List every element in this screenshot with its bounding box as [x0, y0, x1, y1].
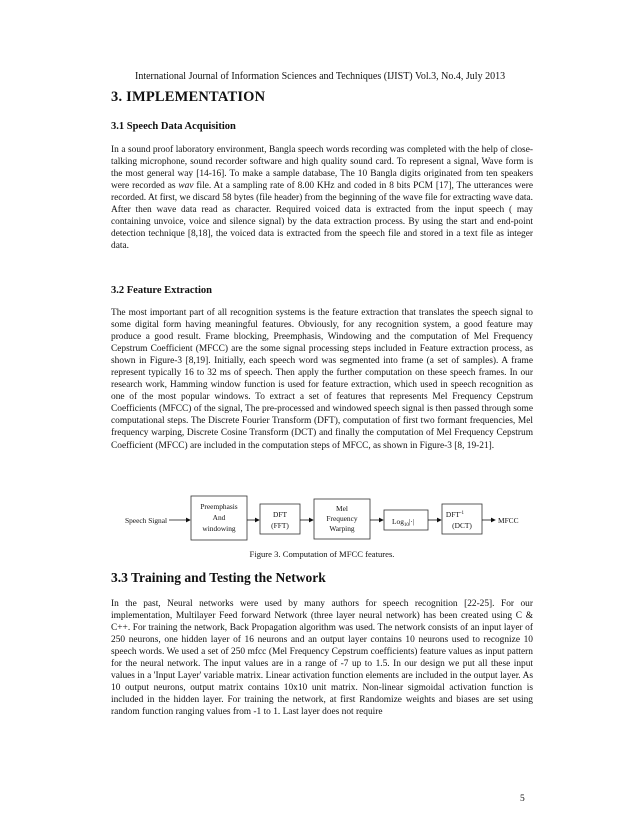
running-header: International Journal of Information Sciences and Techniques (IJIST) Vol.3, No.4, July 2013	[135, 71, 506, 82]
idct-dft: DFT	[445, 510, 460, 519]
mel-label-1: Mel	[336, 504, 348, 513]
idct-sup: -1	[459, 511, 465, 516]
mel-label-3: Warping	[329, 524, 355, 533]
mfcc-output-label: MFCC	[498, 516, 519, 525]
log-subscript: 10	[403, 523, 409, 528]
log-text: Log	[392, 517, 404, 526]
speech-signal-label: Speech Signal	[125, 516, 168, 525]
figure-3-caption: Figure 3. Computation of MFCC features.	[249, 549, 395, 559]
idct-label-2: (DCT)	[452, 521, 472, 530]
mfcc-flow-diagram	[111, 487, 533, 551]
paragraph-feature-extraction: The most important part of all recognition systems is the feature extraction that translates the speech signal to some digital form having meaningful features. Obviously, for any recognition system, a good feature may produce a good result. Frame blocking, Preemphasis, Windowing and the computation of Mel Frequency Cepstrum Coefficient (MFCC) are the some signal processing steps included in Feature extraction process, as shown in Figure-3 [8,19]. Initially, each speech word was segmented into frame (a set of samples). A frame represent typically 16 to 32 ms of speech. Then apply the further computation on these speech frames. In our research work, Hamming window function is used for feature extraction, which used in speech recognition as one of the most popular windows. To extract a set of features that represents Mel Frequency Cepstrum Coefficients (MFCC) of the signal, The pre-processed and windowed speech signal is then passed through some computational steps. The Discrete Fourier Transform (DFT), computation of first two formant frequencies, Mel frequency warping, Discrete Cosine Transform (DCT) and finally the computation of Mel Frequency Cepstrum Coefficient (MFCC) are included in the computation steps of MFCC, as shown in Figure-3 [8, 19-21].	[111, 308, 533, 451]
log-abs: |·|	[408, 517, 415, 526]
mel-label-2: Frequency	[326, 514, 358, 523]
paragraph-speech-data	[111, 144, 533, 252]
preemphasis-label-3: windowing	[202, 524, 236, 533]
preemphasis-label-1: Preemphasis	[200, 502, 238, 511]
subsection-heading-feature-extraction: 3.2 Feature Extraction	[111, 285, 212, 296]
paragraph-speech-data-part2: file. At a sampling rate of 8.00 KHz and coded in 8 bits PCM [17], The utterances were recorded. At first, we discard 58 bytes (file header) from the beginning of the wave file for extracting wave data. After then wave data read as character. Required voiced data is extracted from the input speech ( may containing unvoice, voice and silence signal) by the data extraction process. By using the start and end-point detection technique [8,18], the voiced data is extracted from the speech file and stored in a text file as integer data.	[111, 181, 533, 252]
page-number: 5	[520, 794, 525, 804]
paragraph-training-testing: In the past, Neural networks were used by many authors for speech recognition [22-25]. For our implementation, Multilayer Feed forward Network (three layer neural network) has been created using C & C++. For training the network, Back Propagation algorithm was used. The network consists of an input layer of 250 neurons, one hidden layer of 16 neurons and an output layer contains 10 neurons used to recognize 10 speech words. We used a set of 250 mfcc (Mel Frequency Cepstrum coefficients) feature values as input pattern for the neural network. The input values are in a range of -7 up to 1.5. In our design we put all these input values in a 'Input Layer' variable matrix. Linear activation function elements are included in the output layer. As 10 output neurons, output matrix contains 10x10 unit matrix. Non-linear sigmoidal activation function is included in the hidden layer. For training the network, at first Randomize weights and biases are set using random function ranging values from -1 to 1. Last layer does not require	[111, 599, 533, 718]
dft-label-2: (FFT)	[271, 521, 289, 530]
dft-label-1: DFT	[273, 510, 287, 519]
paragraph-speech-data-part1: In a sound proof laboratory environment, Bangla speech words recording was completed with the help of close-talking microphone, sound recorder software and high quality sound card. To represent a signal, Wave form is the most general way [14-16]. To make a sample database, The 10 Bangla digits originated from ten speakers were recorded as	[111, 145, 533, 192]
subsection-heading-speech-data: 3.1 Speech Data Acquisition	[111, 121, 236, 132]
section-heading-implementation: 3. IMPLEMENTATION	[111, 89, 266, 105]
subsection-heading-training-testing: 3.3 Training and Testing the Network	[111, 570, 326, 585]
wav-term: wav	[178, 181, 194, 192]
preemphasis-label-2: And	[212, 513, 226, 522]
